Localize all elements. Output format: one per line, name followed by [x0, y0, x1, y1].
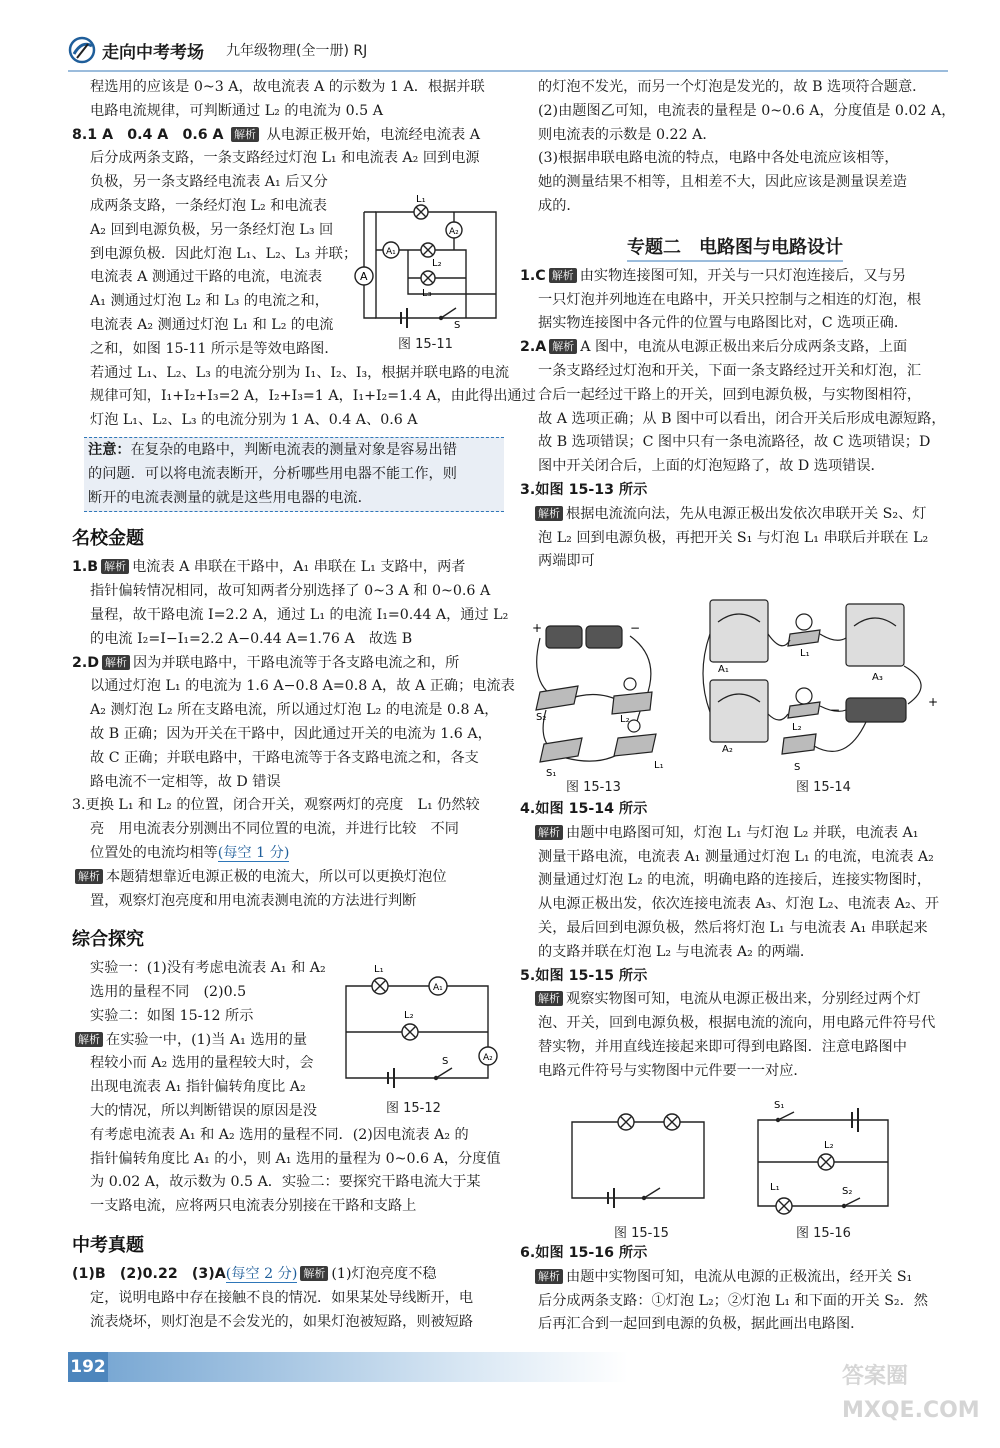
text-line: 灯泡 L₁、L₂、L₃ 的电流分别为 1 A、0.4 A、0.6 A: [90, 412, 418, 429]
text-line: 到电源负极．因此灯泡 L₁、L₂、L₃ 并联；: [90, 245, 358, 262]
physical-circuit-15-14: [696, 594, 956, 778]
right-column-lower: [520, 798, 950, 1084]
label-L1: L₁: [416, 194, 426, 205]
figure-caption-15-11: 图 15-11: [398, 337, 453, 352]
analysis-tag: 解析: [549, 268, 577, 283]
answer-t3: 3.如图 15-13 所示: [520, 481, 648, 498]
answer-t4: 4.如图 15-14 所示: [520, 801, 648, 817]
text-line: 为 0.02 A，故示数为 0.5 A．实验二：要探究干路电流大于某: [90, 1174, 481, 1191]
label-S: S: [794, 762, 801, 773]
text-line: (2)由题图乙可知，电流表的量程是 0~0.6 A，分度值是 0.02 A，: [538, 102, 956, 119]
topic-title-text: 专题二 电路图与电路设计: [627, 237, 843, 262]
text-line: 本题猜想靠近电源正极的电流大，所以可以更换灯泡位: [106, 868, 447, 885]
text-line: 根据电流流向法，先从电源正极出发依次串联开关 S₂、灯: [566, 505, 927, 522]
text-line: 泡、开关，回到电源负极，根据电流的流向，用电路元件符号代: [538, 1015, 936, 1032]
watermark-text: 答案圈 MXQE.COM: [842, 1364, 980, 1423]
text-line: 在实验一中，(1)当 A₁ 选用的量: [106, 1031, 308, 1048]
text-line: 电流表 A₂ 测通过灯泡 L₁ 和 L₂ 的电流: [90, 316, 334, 333]
figure-caption-15-13: 图 15-13: [566, 780, 621, 795]
answer-t1: 1.C: [520, 267, 546, 284]
right-column-bottom: [520, 1242, 950, 1337]
text-line: 从电源正极出发，依次连接电流表 A₃、灯泡 L₂、电流表 A₂、开: [538, 896, 940, 913]
text-line: 的电流 I₂=I−I₁=2.2 A−0.44 A=1.76 A 故选 B: [90, 630, 413, 647]
label-S1: S₁: [774, 1100, 785, 1111]
answer-t2: 2.A: [520, 339, 547, 356]
text-line: 定，说明电路中存在接触不良的情况．如果某处导线断开，电: [90, 1289, 474, 1306]
circuit-diagram-15-12: [338, 956, 498, 1098]
text-line: 图中开关闭合后，上面的灯泡短路了，故 D 选项错误．: [538, 458, 885, 475]
label-A: A: [360, 270, 368, 283]
label-L1: L₁: [800, 648, 810, 659]
note-label: 注意：: [88, 441, 131, 458]
circuit-diagram-15-15: [564, 1112, 714, 1212]
topic-title: [520, 233, 950, 259]
section-heading-zhongkao: 中考真题: [72, 1235, 144, 1257]
analysis-tag: 解析: [102, 655, 130, 670]
label-S: S: [454, 320, 461, 331]
analysis-tag: 解析: [535, 1269, 563, 1284]
text-line: 泡 L₂ 回到电源负极，再把开关 S₁ 与灯泡 L₁ 串联后并联在 L₂: [538, 529, 929, 546]
text-line: 故 B 正确；因为开关在干路中，因此通过开关的电流为 1.6 A，: [90, 725, 492, 742]
answer-zhongkao: (1)B (2)0.22 (3)A: [72, 1266, 226, 1283]
analysis-tag: 解析: [300, 1266, 328, 1281]
footer-bar: [68, 1352, 628, 1382]
text-line: 负极，另一条支路经电流表 A₁ 后又分: [90, 174, 328, 191]
text-line: 之和，如图 15-11 所示是等效电路图．: [90, 340, 339, 357]
text-line: 大的情况，所以判断错误的原因是没: [90, 1103, 318, 1120]
section-heading-zonghe: 综合探究: [72, 929, 144, 951]
text-line: 替实物，并用直线连接起来即可得到电路图．注意电路图中: [538, 1038, 907, 1055]
text-line: 程选用的应该是 0~3 A，故电流表 A 的示数为 1 A．根据并联: [90, 79, 485, 95]
analysis-tag: 解析: [101, 559, 129, 574]
answer-8: 8.1 A 0.4 A 0.6 A: [72, 126, 224, 143]
text-line: 由题中实物图可知，电流从电源的正极流出，经开关 S₁: [566, 1268, 913, 1285]
label-L2: L₂: [620, 714, 630, 725]
label-S1: S₁: [546, 768, 557, 778]
section-heading-mingxiao: 名校金题: [72, 528, 144, 550]
label-A3: A₃: [872, 672, 883, 683]
text-line: 若通过 L₁、L₂、L₃ 的电流分别为 I₁、I₂、I₃，根据并联电路的电流: [90, 364, 510, 381]
text-line: 以通过灯泡 L₁ 的电流为 1.6 A−0.8 A=0.8 A，故 A 正确；电流表: [90, 678, 515, 695]
page-header: [68, 36, 948, 64]
text-line: 路电流不一定相等，故 D 错误: [90, 773, 281, 790]
label-minus: −: [830, 703, 841, 717]
label-L3: L₃: [422, 288, 432, 299]
text-line: 3.更换 L₁ 和 L₂ 的位置，闭合开关，观察两灯的亮度 L₁ 仍然较: [72, 797, 480, 814]
text-line: A 图中，电流从电源正极出来后分成两条支路，上面: [580, 339, 908, 356]
text-line: 指针偏转角度比 A₁ 的小，则 A₁ 选用的量程为 0~0.6 A，分度值: [90, 1150, 501, 1167]
text-line: (3)根据串联电路电流的特点，电路中各处电流应该相等，: [538, 150, 899, 167]
text-line: 后再汇合到一起回到电源的负极，据此画出电路图．: [538, 1316, 865, 1333]
text-line: 有考虑电流表 A₁ 和 A₂ 选用的量程不同．(2)因电流表 A₂ 的: [90, 1126, 469, 1143]
answer-2: 2.D: [72, 654, 100, 671]
text-line: A₂ 测灯泡 L₂ 所在支路电流，所以通过灯泡 L₂ 的电流是 0.8 A，: [90, 702, 499, 719]
header-rule: [68, 70, 948, 72]
text-line: 她的测量结果不相等，且相差不大，因此应该是测量误差造: [538, 174, 907, 191]
label-A1: A₁: [386, 247, 396, 257]
page-number: 192: [68, 1352, 108, 1382]
score-note: (每空 1 分): [217, 844, 290, 861]
physical-circuit-15-13: [526, 618, 676, 778]
text-line: 量程，故干路电流 I=2.2 A，通过 L₁ 的电流 I₁=0.44 A，通过 L₂: [90, 606, 509, 623]
text-line: 电路电流规律，可判断通过 L₂ 的电流为 0.5 A: [90, 102, 383, 119]
answer-t6: 6.如图 15-16 所示: [520, 1245, 648, 1261]
text-line: 成的．: [538, 197, 581, 214]
label-L2: L₂: [824, 1140, 834, 1151]
text-line: 成两条支路，一条经灯泡 L₂ 和电流表: [90, 197, 327, 214]
analysis-tag: 解析: [535, 991, 563, 1006]
text-line: 的灯泡不发光，而另一个灯泡是发光的，故 B 选项符合题意．: [538, 79, 927, 95]
analysis-tag: 解析: [535, 506, 563, 521]
text-line: 的支路并联在灯泡 L₂ 与电流表 A₂ 的两端．: [538, 943, 815, 960]
text-line: 则电流表的示数是 0.22 A．: [538, 126, 717, 143]
note-text: 断开的电流表测量的就是这些用电器的电流．: [88, 489, 372, 506]
logo-icon: [68, 36, 98, 64]
text-line: 出现电流表 A₁ 指针偏转角度比 A₂: [90, 1079, 306, 1096]
analysis-tag: 解析: [231, 127, 259, 142]
label-A2: A₂: [483, 1053, 493, 1063]
figure-caption-15-14: 图 15-14: [796, 780, 851, 795]
label-S2: S₂: [536, 712, 547, 723]
figure-caption-15-16: 图 15-16: [796, 1226, 851, 1241]
label-L2: L₂: [792, 722, 802, 733]
analysis-tag: 解析: [535, 825, 563, 840]
text-line: 故 B 选项错误；C 图中只有一条电流路径，故 C 选项错误；D: [538, 434, 931, 451]
text-line: 故 C 正确；并联电路中，干路电流等于各支路电流之和，各支: [90, 749, 479, 766]
text-line: 电路元件符号与实物图中元件要一一对应．: [538, 1062, 808, 1079]
text-line: 程较小而 A₂ 选用的量程较大时，会: [90, 1055, 314, 1072]
text-line: (1)灯泡亮度不稳: [331, 1266, 437, 1283]
text-line: 置，观察灯泡亮度和用电流表测电流的方法进行判断: [90, 892, 417, 909]
text-line: 选用的量程不同 (2)0.5: [90, 984, 247, 1001]
text-line: 实验二：如图 15-12 所示: [90, 1007, 254, 1024]
text-line: 实验一：(1)没有考虑电流表 A₁ 和 A₂: [90, 960, 326, 977]
label-plus: +: [532, 621, 543, 635]
text-line: 测量干路电流，电流表 A₁ 测量通过灯泡 L₁ 的电流，电流表 A₂: [538, 848, 934, 865]
text-line: 关，最后回到电源负极，然后将灯泡 L₁ 与电流表 A₁ 串联起来: [538, 919, 928, 936]
text-line: 后分成两条支路，一条支路经过灯泡 L₁ 和电流表 A₂ 回到电源: [90, 150, 480, 167]
text-line: 故 A 选项正确；从 B 图中可以看出，闭合开关后形成电源短路，: [538, 410, 946, 427]
text-line: 据实物连接图中各元件的位置与电路图比对，C 选项正确．: [538, 315, 909, 332]
label-plus: +: [928, 695, 939, 709]
question-8: [72, 124, 502, 148]
text-line: 观察实物图可知，电流从电源正极出来，分别经过两个灯: [566, 991, 921, 1008]
text-line: 流表烧坏，则灯泡是不会发光的，如果灯泡被短路，则被短路: [90, 1313, 474, 1330]
note-text: 的问题．可以将电流表断开，分析哪些用电器不能工作，则: [88, 465, 457, 482]
label-S: S: [442, 1056, 449, 1067]
label-A1: A₁: [433, 983, 443, 993]
text-line: 一支路电流，应将两只电流表分别接在干路和支路上: [90, 1198, 417, 1215]
note-text: 在复杂的电路中，判断电流表的测量对象是容易出错: [130, 441, 457, 458]
text-line: 两端即可: [538, 553, 595, 570]
label-L1: L₁: [770, 1182, 780, 1193]
label-L2: L₂: [404, 1010, 414, 1021]
watermark-logo: [842, 1360, 980, 1434]
circuit-diagram-15-16: [748, 1094, 898, 1224]
text-line: 从电源正极开始，电流经电流表 A: [266, 126, 480, 143]
analysis-tag: 解析: [549, 339, 577, 354]
analysis-tag: 解析: [75, 1032, 103, 1047]
text-line: 合后一起经过干路上的开关，回到电源负极，与实物图相符，: [538, 386, 922, 403]
score-note: (每空 2 分): [225, 1266, 298, 1283]
header-series-title: 走向中考考场: [102, 43, 204, 63]
right-column: [520, 76, 956, 574]
text-line: 由题中电路图可知，灯泡 L₁ 与灯泡 L₂ 并联，电流表 A₁: [566, 824, 919, 841]
label-L1: L₁: [654, 760, 664, 771]
label-L2: L₂: [432, 258, 442, 269]
note-box: [84, 437, 504, 512]
label-A1: A₁: [718, 664, 729, 675]
label-L1: L₁: [374, 964, 384, 975]
text-line: A₁ 测通过灯泡 L₂ 和 L₃ 的电流之和，: [90, 293, 329, 310]
text-line: 因为并联电路中，干路电流等于各支路电流之和，所: [133, 654, 460, 671]
text-line: 电流表 A 测通过干路的电流，电流表: [90, 269, 323, 286]
answer-t5: 5.如图 15-15 所示: [520, 967, 648, 984]
analysis-tag: 解析: [75, 869, 103, 884]
text-line: 一条支路经过灯泡和开关，下面一条支路经过开关和灯泡，汇: [538, 362, 922, 379]
label-S2: S₂: [842, 1186, 853, 1197]
text-line: A₂ 回到电源负极，另一条经灯泡 L₃ 回: [90, 221, 334, 238]
text-line: 一只灯泡并列地连在电路中，开关只控制与之相连的灯泡，根: [538, 291, 922, 308]
circuit-diagram-15-11: [346, 190, 506, 340]
text-line: 测量通过灯泡 L₂ 的电流，明确电路的连接后，连接实物图时，: [538, 872, 932, 889]
text-line: 指针偏转情况相同，故可知两者分别选择了 0~3 A 和 0~0.6 A: [90, 583, 491, 600]
label-minus: −: [630, 621, 641, 635]
header-subtitle: 九年级物理(全一册) RJ: [226, 43, 368, 59]
text-line: 位置处的电流均相等: [90, 844, 218, 861]
label-A2: A₂: [449, 227, 459, 237]
text-line: 电流表 A 串联在干路中，A₁ 串联在 L₁ 支路中，两者: [132, 559, 466, 576]
figure-caption-15-15: 图 15-15: [614, 1226, 669, 1241]
text-line: 亮 用电流表分别测出不同位置的电流，并进行比较 不同: [90, 821, 459, 838]
text-line: 由实物连接图可知，开关与一只灯泡连接后，又与另: [579, 267, 907, 284]
text-line: 规律可知，I₁+I₂+I₃=2 A，I₂+I₃=1 A，I₁+I₂=1.4 A，由此得出通过: [90, 388, 536, 405]
text-line: 后分成两条支路：①灯泡 L₂；②灯泡 L₁ 和下面的开关 S₂．然: [538, 1292, 928, 1309]
label-A2: A₂: [722, 744, 733, 755]
figure-caption-15-12: 图 15-12: [386, 1101, 441, 1116]
answer-1: 1.B: [72, 559, 99, 576]
